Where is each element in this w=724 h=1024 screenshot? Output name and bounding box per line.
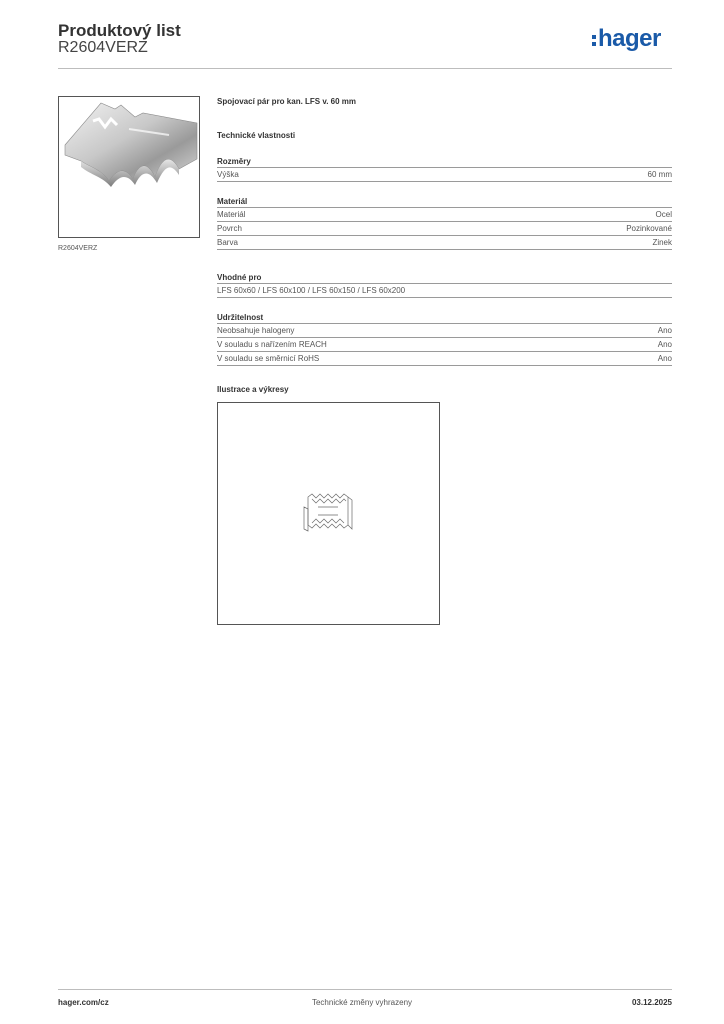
spec-label: V souladu s nařízením REACH [217,340,327,349]
product-code: R2604VERZ [58,39,148,56]
section-rozmery [217,156,672,182]
product-details [217,96,672,625]
spec-label: Neobsahuje halogeny [217,326,295,335]
section-material [217,196,672,250]
spec-row [217,168,672,182]
footer-date: 03.12.2025 [631,998,672,1007]
product-photo-image [59,97,199,237]
product-description: Spojovací pár pro kan. LFS v. 60 mm [217,97,357,106]
section-vhodne-pro [217,272,672,298]
photo-caption: R2604VERZ [58,245,98,252]
product-photo [58,96,200,238]
spec-value: 60 mm [647,170,672,179]
spec-value: Pozinkované [626,224,672,233]
technical-drawing [217,402,440,625]
spec-row [217,324,672,338]
spec-value: Ano [657,340,672,349]
illustrations-heading: Ilustrace a výkresy [217,385,289,394]
hager-logo[interactable] [592,27,661,51]
spec-row [217,208,672,222]
spec-label: Výška [217,170,239,179]
spec-value: Zinek [652,238,672,247]
page-title: Produktový list [58,21,181,40]
technical-heading: Technické vlastnosti [217,131,296,140]
spec-value: Ano [657,354,672,363]
section-title: Udržitelnost [217,312,672,324]
section-title: Materiál [217,196,672,208]
spec-row [217,222,672,236]
spec-row [217,236,672,250]
spec-value: Ano [657,326,672,335]
logo-wordmark: hager [598,25,661,52]
section-title: Vhodné pro [217,272,672,284]
footer-note: Technické změny vyhrazeny [311,998,413,1007]
technical-drawing-image [218,403,439,624]
spec-value: Ocel [655,210,672,219]
spec-row [217,338,672,352]
spec-label: Povrch [217,224,242,233]
spec-label: Barva [217,238,238,247]
spec-label: LFS 60x60 / LFS 60x100 / LFS 60x150 / LFS 60x200 [217,286,406,295]
section-udrzitelnost [217,312,672,366]
header-divider [58,68,672,69]
footer-divider [58,989,672,990]
footer-website-link[interactable]: hager.com/cz [58,998,109,1007]
logo-dots-icon [592,35,596,46]
section-title: Rozměry [217,156,672,168]
spec-row [217,284,672,298]
spec-label: V souladu se směrnicí RoHS [217,354,320,363]
spec-row [217,352,672,366]
spec-label: Materiál [217,210,246,219]
